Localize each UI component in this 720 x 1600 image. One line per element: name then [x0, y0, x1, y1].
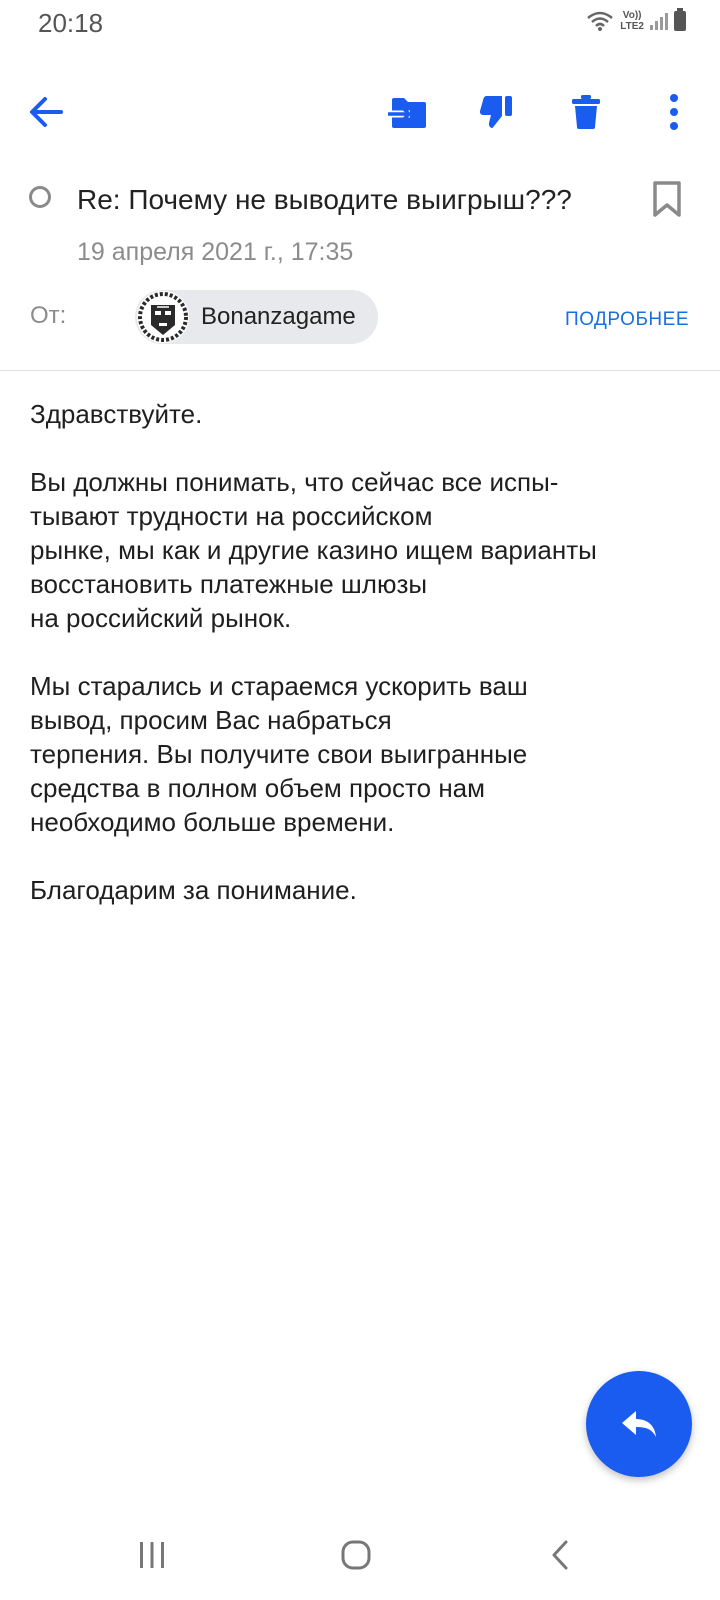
avatar	[137, 291, 189, 343]
from-label: От:	[30, 302, 67, 329]
divider	[0, 370, 720, 371]
more-button[interactable]	[648, 86, 700, 138]
delete-button[interactable]	[560, 86, 612, 138]
sender-name: Bonanzagame	[201, 303, 356, 330]
thumbs-down-icon	[478, 94, 514, 130]
nav-back-icon	[550, 1539, 570, 1571]
system-nav-bar	[0, 1520, 720, 1590]
recents-icon	[137, 1541, 167, 1569]
spam-button[interactable]	[470, 86, 522, 138]
unread-toggle[interactable]	[29, 186, 51, 208]
body-paragraph: Здравствуйте.	[30, 399, 203, 429]
signal-icon	[650, 12, 668, 30]
reply-button[interactable]	[586, 1371, 692, 1477]
reply-icon	[620, 1409, 658, 1439]
back-button[interactable]	[20, 86, 72, 138]
body-paragraph: Мы старались и стараемся ускорить ваш вывод, просим Вас набраться терпения. Вы получите свои выигранные средства в полном объем просто нам необходимо больше времени.	[30, 671, 528, 837]
home-icon	[340, 1539, 372, 1571]
details-link[interactable]: ПОДРОБНЕЕ	[565, 309, 689, 330]
wifi-icon	[586, 10, 614, 32]
volte-indicator: Vo)) LTE2	[620, 10, 644, 32]
bookmark-button[interactable]	[652, 180, 682, 223]
sender-chip[interactable]	[135, 290, 378, 344]
mask-logo-icon	[137, 291, 189, 343]
body-paragraph: Вы должны понимать, что сейчас все испы- тывают трудности на российском рынке, мы как и другие казино ищем варианты восстановить платежные шлюзы на российский рынок.	[30, 467, 597, 633]
more-vertical-icon	[668, 94, 680, 130]
message-date: 19 апреля 2021 г., 17:35	[77, 238, 354, 266]
status-time: 20:18	[38, 8, 104, 38]
bookmark-icon	[652, 180, 682, 218]
message-body	[30, 397, 702, 941]
nav-back-button[interactable]	[530, 1530, 590, 1580]
move-to-folder-icon	[388, 94, 428, 130]
battery-icon	[674, 11, 686, 31]
home-button[interactable]	[326, 1530, 386, 1580]
body-paragraph: Благодарим за понимание.	[30, 875, 357, 905]
toolbar	[0, 80, 720, 144]
status-bar	[0, 0, 720, 48]
status-icons	[586, 10, 686, 32]
arrow-left-icon	[28, 96, 64, 128]
trash-icon	[570, 94, 602, 130]
move-to-folder-button[interactable]	[382, 86, 434, 138]
recents-button[interactable]	[122, 1530, 182, 1580]
message-subject: Re: Почему не выводите выигрыш???	[77, 184, 572, 215]
